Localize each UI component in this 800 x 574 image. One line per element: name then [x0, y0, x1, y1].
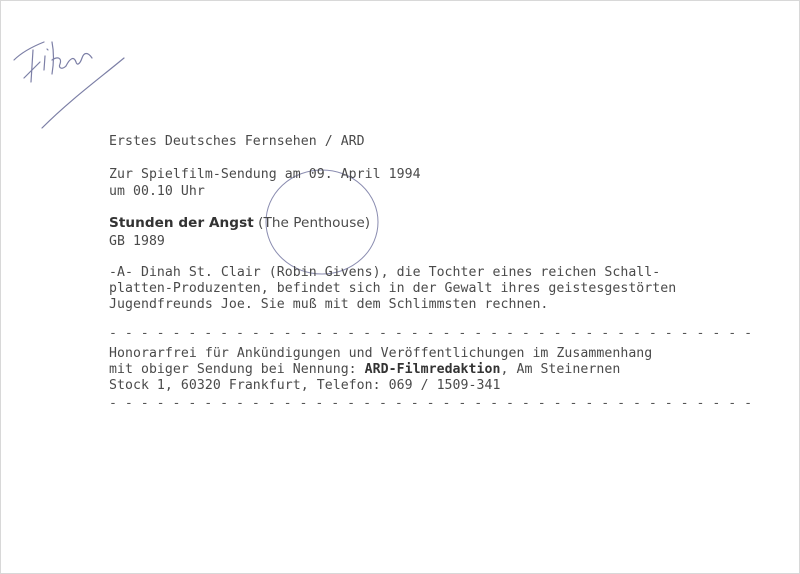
film-title: Stunden der Angst	[109, 215, 254, 231]
separator-top: - - - - - - - - - - - - - - - - - - - - - - - - - - - - - - - - - - - - - - - - -	[109, 326, 753, 341]
synopsis-line: platten-Produzenten, befindet sich in der Gewalt ihres geistesgestörten	[109, 281, 677, 296]
broadcast-date: Zur Spielfilm-Sendung am 09. April 1994	[109, 167, 421, 182]
film-title-line	[109, 215, 370, 232]
synopsis-line: Jugendfreunds Joe. Sie muß mit dem Schlimmsten rechnen.	[109, 297, 549, 312]
separator-bottom: - - - - - - - - - - - - - - - - - - - - - - - - - - - - - - - - - - - - - - - - -	[109, 396, 753, 411]
footer-line2-prefix: mit obiger Sendung bei Nennung:	[109, 362, 365, 377]
broadcast-time: um 00.10 Uhr	[109, 184, 205, 199]
synopsis-line: -A- Dinah St. Clair (Robin Givens), die Tochter eines reichen Schall-	[109, 265, 661, 280]
broadcaster-line: Erstes Deutsches Fernsehen / ARD	[109, 134, 365, 149]
footer-line2-suffix: , Am Steinernen	[500, 362, 621, 377]
film-origin: GB 1989	[109, 234, 165, 249]
footer-line: Honorarfrei für Ankündigungen und Veröffentlichungen im Zusammenhang	[109, 346, 653, 361]
footer-line	[109, 361, 620, 378]
film-original-title: (The Penthouse)	[258, 215, 371, 231]
footer-address: Stock 1, 60320 Frankfurt, Telefon: 069 / 1509-341	[109, 378, 501, 393]
handwritten-note	[14, 42, 124, 128]
footer-credit: ARD-Filmredaktion	[364, 362, 501, 377]
